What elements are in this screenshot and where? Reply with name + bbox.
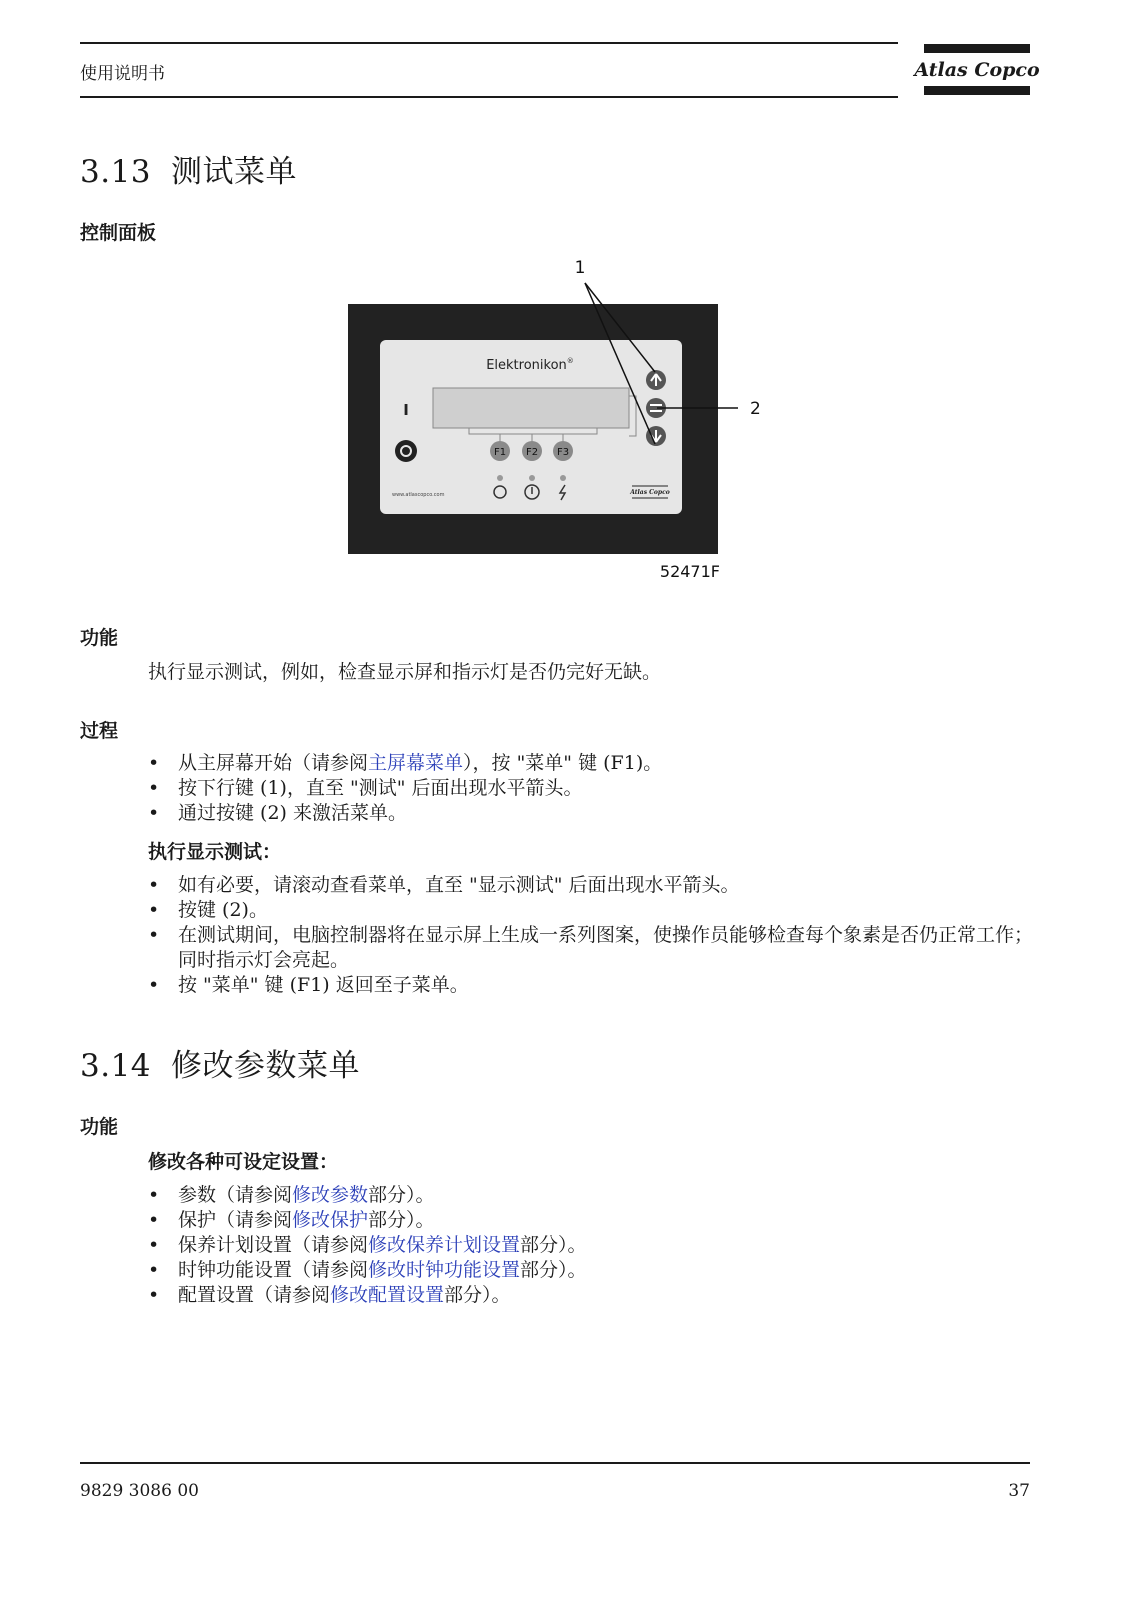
footer-rule <box>80 1462 1030 1464</box>
stop-button-icon <box>395 440 417 462</box>
header-top-rule <box>80 42 898 44</box>
list-item: • 保护（请参阅修改保护部分）。 <box>148 1209 435 1231</box>
list-item: • 参数（请参阅修改参数部分）。 <box>148 1184 435 1206</box>
callout-2-label: 2 <box>750 399 761 419</box>
list-item: • 按键 (2)。 <box>148 899 268 921</box>
display-test-heading: 执行显示测试： <box>148 841 282 863</box>
panel-website-text: www.atlascopco.com <box>392 492 445 498</box>
panel-lcd-display <box>433 388 629 428</box>
header-bottom-rule <box>80 96 898 98</box>
function-text-3-13: 执行显示测试，例如，检查显示屏和指示灯是否仍完好无缺。 <box>148 661 662 683</box>
header-label: 使用说明书 <box>80 64 165 84</box>
atlas-copco-logo <box>914 44 1040 96</box>
function-heading-3-14: 功能 <box>80 1116 119 1138</box>
section-3-14-title: 修改参数菜单 <box>171 1048 361 1084</box>
display-test-list <box>148 873 1033 998</box>
f1-key-label: F1 <box>493 447 507 458</box>
led-alarm-icon <box>529 475 535 481</box>
control-panel-heading: 控制面板 <box>80 222 157 244</box>
logo-text: Atlas Copco <box>914 59 1040 81</box>
callout-1-label: 1 <box>574 258 586 278</box>
modify-protections-link[interactable]: 修改保护 <box>292 1209 369 1231</box>
list-item: • 从主屏幕开始（请参阅主屏幕菜单），按 "菜单" 键 (F1)。 <box>148 752 663 774</box>
panel-brand-text: Elektronikon® <box>486 357 574 373</box>
list-item: • 配置设置（请参阅修改配置设置部分）。 <box>148 1284 511 1306</box>
footer-doc-number: 9829 3086 00 <box>80 1481 199 1501</box>
f2-key-label: F2 <box>525 447 539 458</box>
elektronikon-control-panel-figure <box>340 255 770 585</box>
list-item: • 按 "菜单" 键 (F1) 返回至子菜单。 <box>148 974 469 996</box>
footer-page-number: 37 <box>1008 1481 1030 1501</box>
start-key-label: I <box>403 401 409 419</box>
list-item: • 保养计划设置（请参阅修改保养计划设置部分）。 <box>148 1234 587 1256</box>
procedure-heading: 过程 <box>80 720 119 742</box>
led-voltage-icon <box>497 475 503 481</box>
list-item: • 通过按键 (2) 来激活菜单。 <box>148 802 407 824</box>
led-automatic-icon <box>560 475 566 481</box>
figure-code: 52471F <box>659 562 720 581</box>
section-3-13-title: 测试菜单 <box>171 154 298 190</box>
modify-settings-intro: 修改各种可设定设置： <box>148 1151 339 1173</box>
procedure-list <box>148 751 1033 826</box>
list-item: • 按下行键 (1)，直至 "测试" 后面出现水平箭头。 <box>148 777 583 799</box>
section-3-14-number: 3.14 <box>80 1048 152 1084</box>
function-heading-3-13: 功能 <box>80 627 119 649</box>
modify-clock-function-link[interactable]: 修改时钟功能设置 <box>368 1259 521 1281</box>
modify-parameters-link[interactable]: 修改参数 <box>292 1184 369 1206</box>
panel-logo-text: Atlas Copco <box>630 489 670 496</box>
list-item: • 如有必要，请滚动查看菜单，直至 "显示测试" 后面出现水平箭头。 <box>148 874 740 896</box>
list-item: • 在测试期间，电脑控制器将在显示屏上生成一系列图案，使操作员能够检查每个象素是否仍正常工作；同时指示灯会亮起。 <box>148 924 1034 971</box>
section-3-13-number: 3.13 <box>80 154 152 190</box>
modify-settings-list <box>148 1183 1033 1308</box>
list-item: • 时钟功能设置（请参阅修改时钟功能设置部分）。 <box>148 1259 587 1281</box>
section-3-14-heading <box>80 1040 360 1085</box>
main-screen-menu-link[interactable]: 主屏幕菜单 <box>368 752 464 774</box>
section-3-13-heading <box>80 146 297 191</box>
modify-configuration-link[interactable]: 修改配置设置 <box>330 1284 445 1306</box>
f3-key-label: F3 <box>556 447 570 458</box>
modify-service-plan-link[interactable]: 修改保养计划设置 <box>368 1234 521 1256</box>
